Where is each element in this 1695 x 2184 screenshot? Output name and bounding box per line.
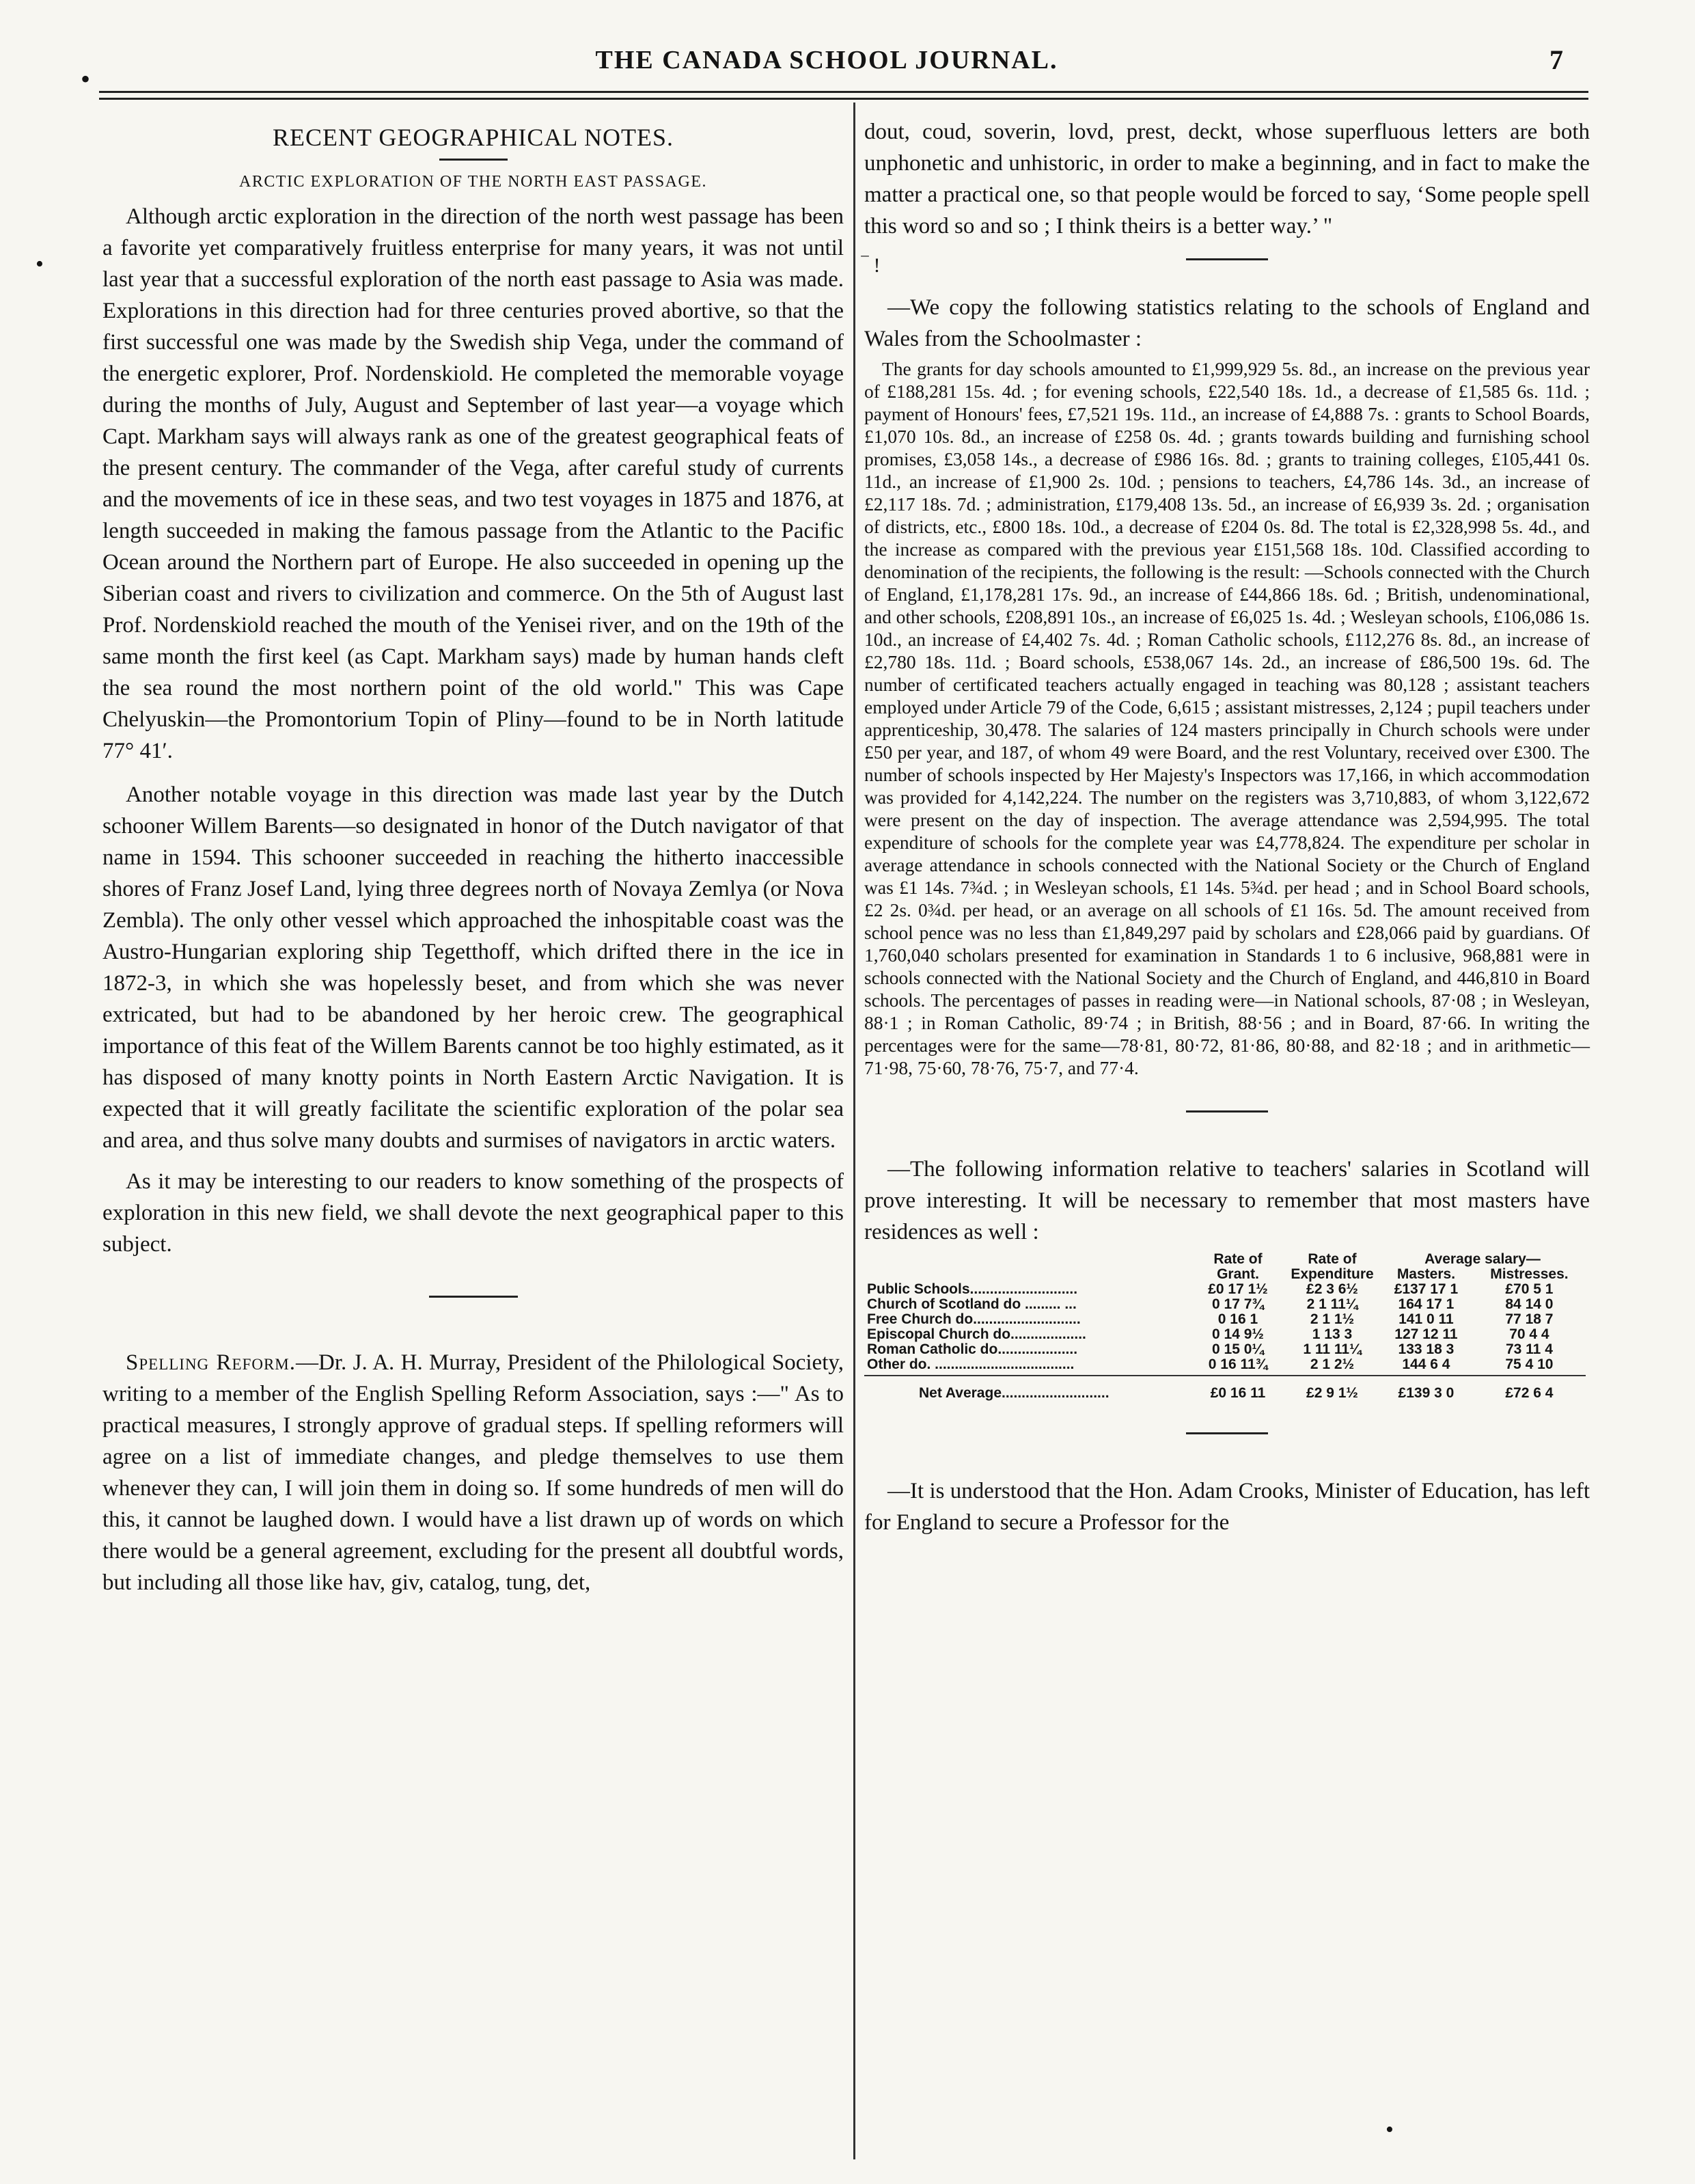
col-rate-grant: Rate of Grant. (1213, 1251, 1263, 1282)
divider-2 (1186, 1110, 1268, 1113)
arctic-paragraph-1: Although arctic exploration in the direction of the north west passage has been a favorite yet comparatively fruitless enterprise for many years, it was not until last year that a successful exploration of the north east passage to Asia was made. Explorations in this direction had for three centuries proved abortive, so that the first successful one was made by the Swedish ship Vega, under the command of the energetic explorer, Prof. Nordenskiold. He completed the memorable voyage during the months of July, August and September of last year—a voyage which Capt. Markham says will always rank as one of the greatest geographical feats of the present century. The commander of the Vega, after careful study of currents and the movements of ice in these seas, and two test voyages in 1875 and 1876, at length succeeded in making the famous passage from the Atlantic to the Pacific Ocean around the Northern part of Europe. He also succeeded in opening up the Siberian coast and rivers to civilization and commerce. On the 5th of August last Prof. Nordenskiold reached the mouth of the Yenisei river, and on the 19th of the same month the first keel (as Capt. Markham says) made by human hands cleft the sea round the most northern point of the old world." This was Cape Chelyuskin—the Promontorium Topin of Pliny—found to be in North latitude 77° 41′. (102, 204, 844, 763)
arctic-paragraph-2: Another notable voyage in this direction was made last year by the Dutch schooner Willem Barents—so designated in honor of the Dutch navigator of that name in 1594. This schooner succeeded in reaching the hitherto inaccessible shores of Franz Josef Land, lying three degrees north of Novaya Zemlya (or Nova Zembla). The only other vessel which approached the inhospitable coast was the Austro-Hungarian exploring ship Tegetthoff, which drifted there in the ice in 1872-3, in which she was hopelessly beset, and from which she was never extricated, but had to be abandoned by her heroic crew. The geographical importance of this feat of the Willem Barents cannot be too highly estimated, as it has disposed of many knotty points in North Eastern Arctic Navigation. It is expected that it will greatly facilitate the scientific exploration of the polar sea and area, and thus solve many doubts and surmises of navigators in arctic waters. (102, 782, 844, 1153)
col-rate-exp: Rate of Expenditure (1291, 1251, 1374, 1282)
col-average-salary: Average salary— (1424, 1251, 1541, 1267)
header-rule-top (99, 91, 1588, 93)
section-divider (429, 1296, 518, 1298)
table-row: Episcopal Church do................... 0 14 9½ 1 13 3 127 12 11 70 4 4 (867, 1326, 1549, 1342)
section-title: RECENT GEOGRAPHICAL NOTES. (272, 124, 674, 151)
journal-title: THE CANADA SCHOOL JOURNAL. (595, 46, 1058, 74)
salary-table (864, 1252, 1586, 1401)
column-divider (853, 103, 855, 2159)
table-row: Roman Catholic do.................... 0 15 0¼ 1 11 11¼ 133 18 3 73 11 4 (867, 1341, 1553, 1357)
table-average-row: Net Average........................... £0 16 11 £2 9 1½ £139 3 0 £72 6 4 (919, 1385, 1554, 1401)
article-subtitle: ARCTIC EXPLORATION OF THE NORTH EAST PASSAGE. (238, 173, 708, 191)
table-row: Other do. ................................... 0 16 11¾ 2 1 2½ 144 6 4 75 4 10 (867, 1356, 1554, 1372)
crooks-paragraph: —It is understood that the Hon. Adam Crooks, Minister of Education, has left for England to secure a Professor for the (864, 1479, 1590, 1535)
stray-marks: ‾ ! (862, 254, 881, 277)
title-rule (439, 159, 508, 161)
spelling-reform-lead: Spelling Reform. (126, 1350, 297, 1375)
left-column (102, 116, 844, 1598)
spelling-reform-text: —Dr. J. A. H. Murray, President of the Philological Society, writing to a member of the English Spelling Reform Association, says :—" As to practical measures, I strongly approve of gradual steps. If spelling reformers will agree on a list of immediate changes, and pledge themselves to use them whenever they can, I will join them in doing so. If some hundreds of men will do this, it cannot be laughed down. I would have a list drawn up of words on which there would be a general agreement, excluding for the present all doubtful words, but including all those like hav, giv, catalog, tung, det, (102, 1350, 844, 1595)
col-masters: Masters. (1396, 1266, 1456, 1282)
page-header (75, 41, 1578, 94)
statistics-body: The grants for day schools amounted to £1,999,929 5s. 8d., an increase on the previous year of £188,281 15s. 4d. ; for evening schools, £22,540 18s. 1d., a decrease of £1,585 6s. 11d. ; payment of Honours' fees, £7,521 19s. 11d., an increase of £4,888 7s. : grants to School Boards, £1,070 10s. 8d., an increase of £258 0s. 4d. ; grants towards building and furnishing school promises, £3,058 14s., a decrease of £986 16s. 8d. ; grants to training colleges, £105,441 0s. 11d., an increase of £1,900 2s. 10d. ; pensions to teachers, £4,786 14s. 3d., an increase of £2,117 18s. 7d. ; administration, £179,408 13s. 5d., an increase of £6,939 3s. 2d. ; organisation of districts, etc., £800 18s. 10d., a decrease of £204 0s. 8d. The total is £2,328,998 5s. 4d., and the increase as compared with the previous year £151,568 18s. 10d. Classified according to denomination of the recipients, the following is the result: —Schools connected with the Church of England, £1,178,281 17s. 9d., an increase of £44,866 18s. 6d. ; British, undenominational, and other schools, £208,891 10s., an increase of £6,025 1s. 4d. ; Wesleyan schools, £106,086 1s. 10d., an increase of £4,402 7s. 4d. ; Roman Catholic schools, £112,276 8s. 8d., an increase of £2,780 18s. 11d. ; Board schools, £538,067 14s. 2d., an increase of £86,500 19s. 6d. The number of certificated teachers actually engaged in teaching was 80,128 ; assistant teachers employed under Article 79 of the Code, 6,615 ; assistant mistresses, 2,124 ; pupil teachers under apprenticeship, 30,478. The salaries of 124 masters principally in Church schools were under £50 per year, and 187, of whom 49 were Board, and the rest Voluntary, received over £300. The number of schools inspected by Her Majesty's Inspectors was 17,166, in which accommodation was provided for 4,142,224. The number on the registers was 3,710,883, of whom 3,122,672 were present on the day of inspection. The average attendance was 2,594,995. The total expenditure of schools for the complete year was £4,778,824. The expenditure per scholar in average attendance in schools connected with the National Society or the Church of England was £1 14s. 7¾d. ; in Wesleyan schools, £1 14s. 5¾d. per head ; and in School Board schools, £2 2s. 0¾d. per head, or an average on all schools of £1 16s. 5d. The amount received from school pence was no less than £1,849,297 paid by scholars and £28,066 paid by guardians. Of 1,760,040 scholars presented for examination in Standards 1 to 6 inclusive, 968,881 were in schools connected with the National Society and the Church of England, and 446,810 in Board schools. The percentages of passes in reading were—in National schools, 87·08 ; in Wesleyan, 88·1 ; in Roman Catholic, 89·74 ; in British, 88·56 ; and in Board, 87·66. In writing the percentages were for the same—78·81, 80·72, 81·86, 80·88, and 82·18 ; and in arithmetic—71·98, 75·60, 78·76, 75·7, and 77·4. (864, 358, 1590, 1078)
bottom-bullet: • (1386, 2117, 1394, 2142)
salary-intro: —The following information relative to teachers' salaries in Scotland will prove interesting. It will be necessary to remember that most masters have residences as well : (864, 1157, 1590, 1244)
arctic-paragraph-3: As it may be interesting to our readers to know something of the prospects of exploration in this new field, we shall devote the next geographical paper to this subject. (102, 1169, 844, 1257)
header-rule-bottom (99, 98, 1588, 100)
header-dot: • (81, 64, 91, 94)
divider-3 (1186, 1432, 1268, 1434)
salary-table-header (864, 1252, 1586, 1267)
statistics-intro: —We copy the following statistics relating to the schools of England and Wales from the Schoolmaster : (864, 295, 1590, 351)
table-row: Free Church do........................... 0 16 1 2 1 1½ 141 0 11 77 18 7 (867, 1311, 1554, 1327)
page-number: 7 (1549, 44, 1563, 75)
right-column (864, 116, 1590, 1538)
table-row: Church of Scotland do ......... ... 0 17 7¾ 2 1 11¼ 164 17 1 84 14 0 (867, 1296, 1554, 1312)
margin-bullet: • (36, 251, 44, 277)
spelling-continuation: dout, coud, soverin, lovd, prest, deckt, whose superfluous letters are both unphonetic and unhistoric, in order to make a beginning, and in fact to make the matter a practical one, so that people would be forced to say, ‘Some people spell this word so and so ; I think theirs is a better way.’ " (864, 120, 1590, 238)
divider-1 (1186, 258, 1268, 260)
spelling-reform-paragraph (102, 1347, 844, 1598)
table-row: Public Schools........................... £0 17 1½ £2 3 6½ £137 17 1 £70 5 1 (867, 1281, 1554, 1297)
col-mistresses: Mistresses. (1490, 1266, 1569, 1282)
